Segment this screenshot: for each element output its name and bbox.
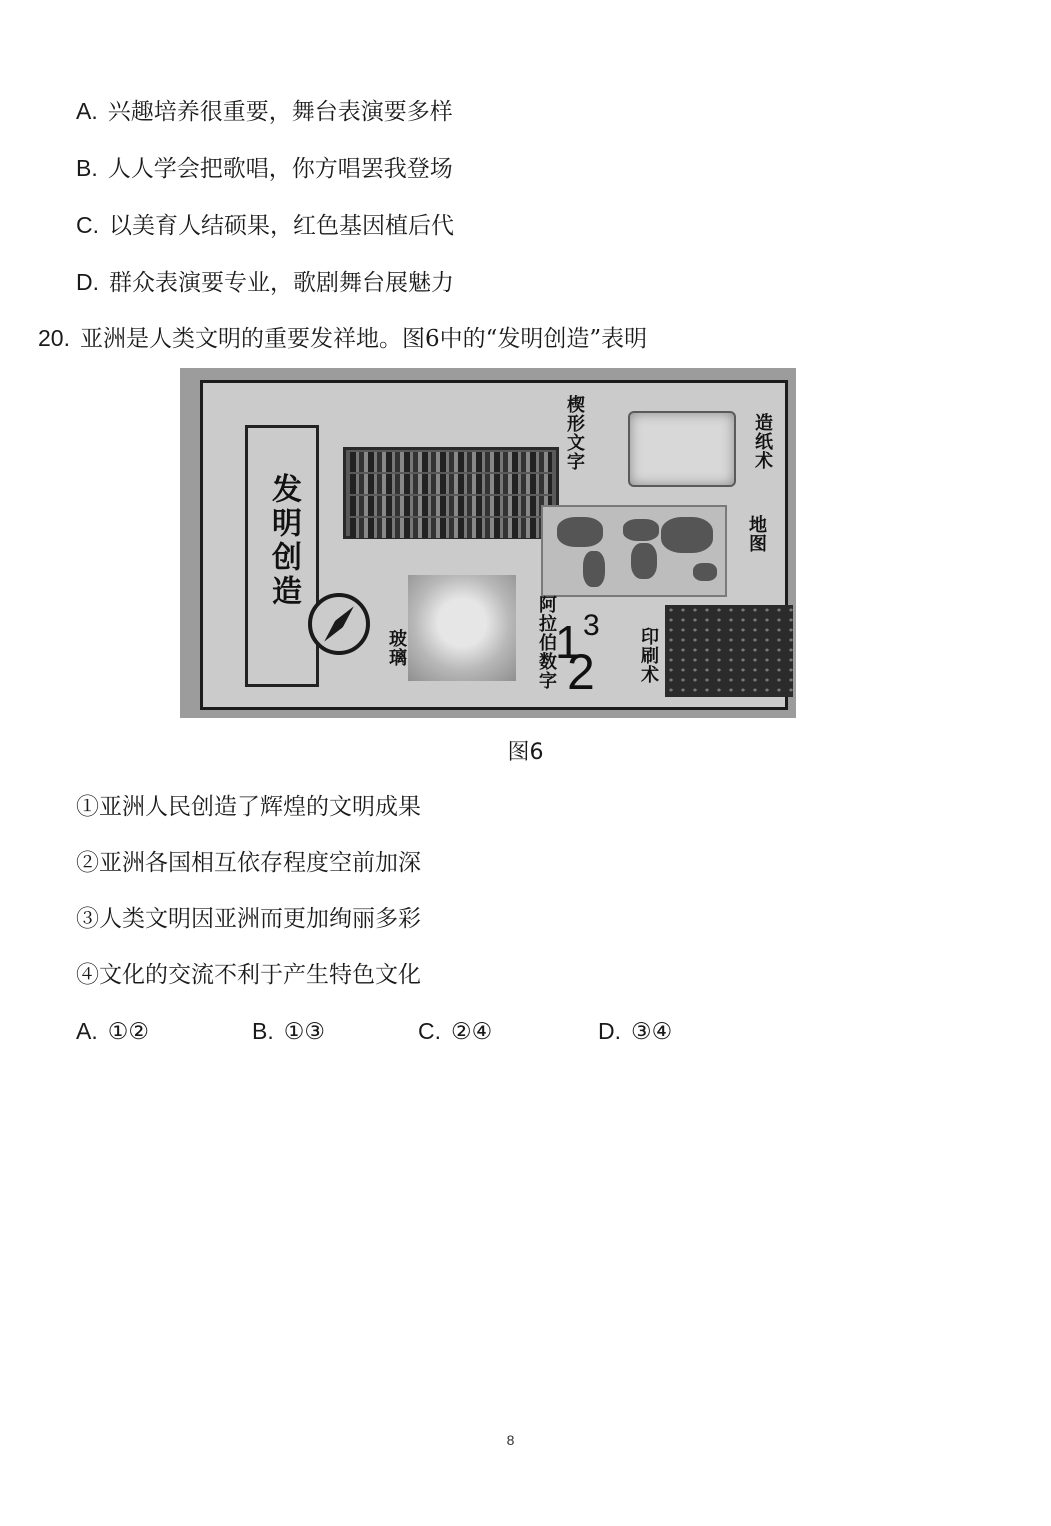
question-text: 亚洲是人类文明的重要发祥地。图6中的“发明创造”表明 bbox=[79, 326, 648, 352]
page-number: 8 bbox=[506, 1432, 515, 1448]
q19-option-c bbox=[76, 210, 454, 241]
digit-one: 1 bbox=[555, 616, 581, 668]
choice-label: D. bbox=[598, 1018, 621, 1044]
choice-label: A. bbox=[76, 1018, 98, 1044]
label-arabic-numerals: 阿拉伯数字 bbox=[536, 595, 557, 690]
digit-three: 3 bbox=[583, 609, 600, 642]
statement-1: ①亚洲人民创造了辉煌的文明成果 bbox=[76, 794, 421, 820]
movable-type-image bbox=[665, 605, 793, 697]
choice-a bbox=[76, 1016, 149, 1047]
compass-icon bbox=[308, 593, 370, 655]
q19-option-d bbox=[76, 267, 454, 298]
option-label: B. bbox=[76, 155, 98, 181]
option-label: A. bbox=[76, 98, 98, 124]
choice-text: ②④ bbox=[451, 1019, 493, 1045]
choice-text: ①③ bbox=[283, 1019, 325, 1045]
statement-2: ②亚洲各国相互依存程度空前加深 bbox=[76, 850, 421, 876]
cuneiform-tablet-image bbox=[343, 447, 559, 539]
option-text: 群众表演要专业，歌剧舞台展魅力 bbox=[109, 270, 454, 296]
figure-caption: 图6 bbox=[507, 740, 544, 765]
digit-two: 2 bbox=[567, 644, 595, 700]
choice-c bbox=[418, 1016, 492, 1047]
label-map: 地图 bbox=[746, 515, 767, 553]
world-map-image bbox=[541, 505, 727, 597]
option-label: C. bbox=[76, 212, 99, 238]
option-label: D. bbox=[76, 269, 99, 295]
choice-d bbox=[598, 1016, 672, 1047]
option-text: 兴趣培养很重要，舞台表演要多样 bbox=[107, 99, 453, 125]
choice-label: C. bbox=[418, 1018, 441, 1044]
option-text: 以美育人结硕果，红色基因植后代 bbox=[109, 213, 454, 239]
choice-label: B. bbox=[252, 1018, 274, 1044]
figure-panel bbox=[200, 380, 788, 710]
paper-image bbox=[628, 411, 736, 487]
q19-option-b bbox=[76, 153, 453, 184]
choice-text: ③④ bbox=[631, 1019, 673, 1045]
label-cuneiform: 楔形文字 bbox=[564, 395, 585, 471]
q20-stem bbox=[38, 323, 647, 354]
statement-3: ③人类文明因亚洲而更加绚丽多彩 bbox=[76, 906, 421, 932]
choice-b bbox=[252, 1016, 325, 1047]
figure-title: 发明创造 bbox=[261, 473, 305, 609]
q19-option-a bbox=[76, 96, 453, 127]
choice-text: ①② bbox=[107, 1019, 149, 1045]
label-glass: 玻璃 bbox=[386, 629, 407, 667]
figure-6-image bbox=[180, 368, 796, 718]
statement-4: ④文化的交流不利于产生特色文化 bbox=[76, 962, 421, 988]
glass-bowl-image bbox=[408, 575, 516, 681]
label-papermaking: 造纸术 bbox=[752, 413, 773, 470]
question-number: 20. bbox=[38, 325, 70, 351]
label-printing: 印刷术 bbox=[638, 627, 659, 684]
option-text: 人人学会把歌唱，你方唱罢我登场 bbox=[107, 156, 453, 182]
